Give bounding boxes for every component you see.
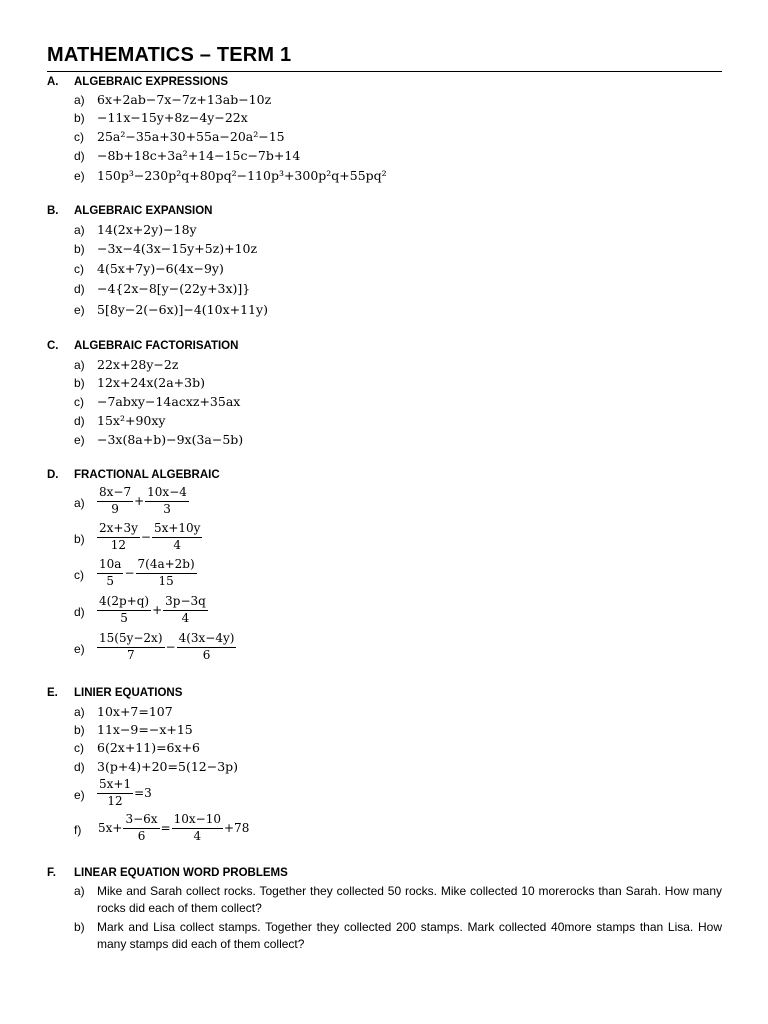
denominator: 5 xyxy=(120,611,128,625)
expression: 15x²+90xy xyxy=(97,413,166,428)
section-c-heading: ALGEBRAIC FACTORISATION xyxy=(74,340,239,352)
equation-tail: =3 xyxy=(134,786,152,800)
item-label: d) xyxy=(74,149,85,163)
expression: 14(2x+2y)−18y xyxy=(97,222,197,237)
page-title: MATHEMATICS – TERM 1 xyxy=(47,44,292,66)
item-label: c) xyxy=(74,262,84,276)
section-e-heading: LINIER EQUATIONS xyxy=(74,687,183,699)
expression: 4(5x+7y)−6(4x−9y) xyxy=(97,261,224,276)
expression: 6x+2ab−7x−7z+13ab−10z xyxy=(97,92,272,107)
expression: −11x−15y+8z−4y−22x xyxy=(97,110,248,125)
denominator: 3 xyxy=(163,502,171,516)
item-label: d) xyxy=(74,282,85,296)
denominator: 4 xyxy=(173,538,182,552)
denominator: 5 xyxy=(106,574,115,588)
numerator: 5x+1 xyxy=(97,777,133,794)
item-label: c) xyxy=(74,741,84,755)
equation-lead: 5x+ xyxy=(98,821,123,835)
item-label: b) xyxy=(74,111,85,125)
item-label: c) xyxy=(74,568,84,582)
equation-tail: +78 xyxy=(224,821,250,835)
fraction-expression xyxy=(97,485,189,517)
fraction-equation xyxy=(97,777,153,809)
denominator: 7 xyxy=(126,648,135,662)
expression: 6(2x+11)=6x+6 xyxy=(97,740,200,755)
item-label: a) xyxy=(74,223,85,237)
word-problem: Mike and Sarah collect rocks. Together they collected 50 rocks. Mike collected 10 morerocks than Sarah. How many rocks did each of them collect? xyxy=(97,884,722,915)
item-label: b) xyxy=(74,532,85,546)
fraction xyxy=(97,777,133,809)
fraction xyxy=(163,594,208,626)
item-label: e) xyxy=(74,433,85,447)
section-c-letter: C. xyxy=(47,340,59,352)
numerator: 8x−7 xyxy=(97,485,133,502)
numerator: 7(4a+2b) xyxy=(136,557,197,574)
section-f-letter: F. xyxy=(47,867,56,879)
section-d-heading: FRACTIONAL ALGEBRAIC xyxy=(74,469,220,481)
expression: −3x−4(3x−15y+5z)+10z xyxy=(97,241,258,256)
item-label: b) xyxy=(74,723,85,737)
denominator: 15 xyxy=(158,574,174,588)
expression: 10x+7=107 xyxy=(97,704,173,719)
fraction-expression xyxy=(97,521,202,553)
numerator: 10a xyxy=(97,557,123,574)
denominator: 6 xyxy=(202,648,211,662)
item-label: c) xyxy=(74,130,84,144)
fraction xyxy=(97,631,165,663)
denominator: 12 xyxy=(110,538,127,552)
fraction-equation xyxy=(97,812,250,844)
fraction xyxy=(97,485,133,517)
denominator: 4 xyxy=(193,829,202,843)
item-label: a) xyxy=(74,93,85,107)
numerator: 4(2p+q) xyxy=(97,594,151,611)
expression: 22x+28y−2z xyxy=(97,357,179,372)
item-label: a) xyxy=(74,884,85,898)
word-problem: Mark and Lisa collect stamps. Together they collected 200 stamps. Mark collected 40more stamps than Lisa. How many stamps did each of them collect? xyxy=(97,920,722,951)
item-label: e) xyxy=(74,642,85,656)
expression: −3x(8a+b)−9x(3a−5b) xyxy=(97,432,244,447)
title-underline xyxy=(47,71,722,72)
section-f-heading: LINEAR EQUATION WORD PROBLEMS xyxy=(74,867,288,879)
item-label: f) xyxy=(74,823,82,837)
item-label: d) xyxy=(74,414,85,428)
fraction xyxy=(145,485,189,517)
item-label: b) xyxy=(74,920,85,934)
numerator: 3−6x xyxy=(123,812,159,829)
item-label: d) xyxy=(74,605,85,619)
expression: 3(p+4)+20=5(12−3p) xyxy=(97,759,239,774)
denominator: 4 xyxy=(181,611,190,625)
fraction xyxy=(97,521,140,553)
operator: − xyxy=(124,566,135,580)
numerator: 3p−3q xyxy=(163,594,208,611)
item-label: a) xyxy=(74,358,85,372)
fraction xyxy=(97,594,151,626)
equals-sign: = xyxy=(160,821,171,835)
section-b-heading: ALGEBRAIC EXPANSION xyxy=(74,205,213,217)
operator: + xyxy=(152,603,163,617)
operator: + xyxy=(134,494,145,508)
item-label: e) xyxy=(74,303,85,317)
operator: − xyxy=(140,530,151,544)
fraction xyxy=(136,557,197,589)
fraction-expression xyxy=(97,594,208,626)
numerator: 4(3x−4y) xyxy=(177,631,237,648)
fraction xyxy=(152,521,203,553)
fraction xyxy=(177,631,237,663)
expression: 25a²−35a+30+55a−20a²−15 xyxy=(97,129,285,144)
numerator: 10x−10 xyxy=(172,812,223,829)
numerator: 5x+10y xyxy=(152,521,203,538)
item-label: c) xyxy=(74,395,84,409)
item-label: e) xyxy=(74,788,85,802)
fraction xyxy=(97,557,123,589)
numerator: 2x+3y xyxy=(97,521,140,538)
denominator: 12 xyxy=(107,794,123,808)
numerator: 15(5y−2x) xyxy=(97,631,165,648)
numerator: 10x−4 xyxy=(145,485,189,502)
item-label: e) xyxy=(74,169,85,183)
section-a-letter: A. xyxy=(47,76,59,88)
item-label: b) xyxy=(74,242,85,256)
expression: 5[8y−2(−6x)]−4(10x+11y) xyxy=(97,302,268,317)
item-label: a) xyxy=(74,496,85,510)
expression: −4{2x−8[y−(22y+3x)]} xyxy=(97,281,251,296)
fraction-expression xyxy=(97,557,197,589)
denominator: 6 xyxy=(137,829,146,843)
expression: 150p³−230p²q+80pq²−110p³+300p²q+55pq² xyxy=(97,168,387,183)
expression: −8b+18c+3a²+14−15c−7b+14 xyxy=(97,148,301,163)
item-label: b) xyxy=(74,376,85,390)
denominator: 9 xyxy=(111,502,119,516)
item-label: d) xyxy=(74,760,85,774)
section-a-heading: ALGEBRAIC EXPRESSIONS xyxy=(74,76,228,88)
fraction xyxy=(123,812,159,844)
item-label: a) xyxy=(74,705,85,719)
expression: 12x+24x(2a+3b) xyxy=(97,375,205,390)
section-d-letter: D. xyxy=(47,469,59,481)
expression: 11x−9=−x+15 xyxy=(97,722,193,737)
operator: − xyxy=(165,640,176,654)
fraction-expression xyxy=(97,631,236,663)
section-e-letter: E. xyxy=(47,687,58,699)
fraction xyxy=(172,812,223,844)
expression: −7abxy−14acxz+35ax xyxy=(97,394,241,409)
section-b-letter: B. xyxy=(47,205,59,217)
